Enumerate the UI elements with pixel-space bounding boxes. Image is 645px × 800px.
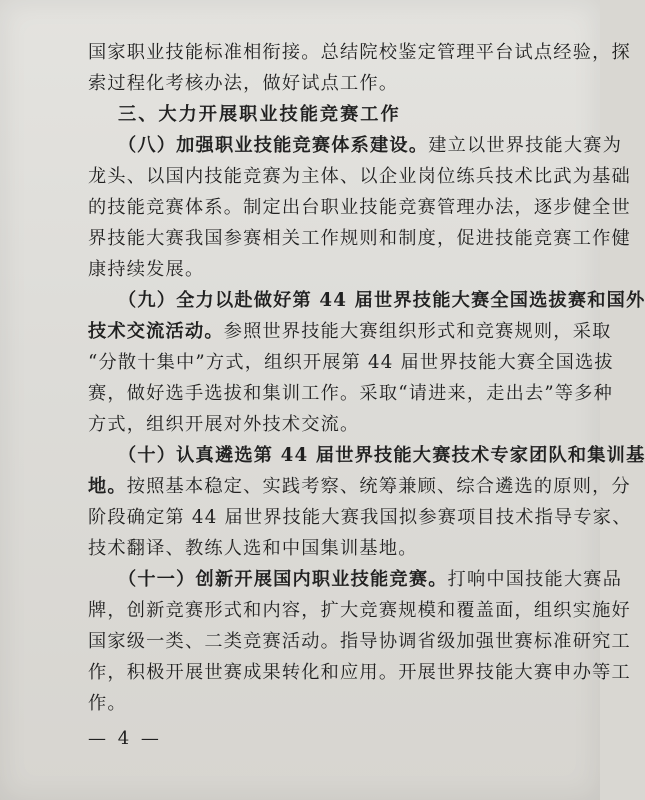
item-9-title-end: 技术交流活动。: [88, 321, 224, 342]
item-8-body-start: 建立以世界技能大赛为: [428, 135, 623, 156]
item-11-first-line: [118, 571, 622, 589]
section-heading-3: 三、大力开展职业技能竞赛工作: [118, 104, 401, 125]
item-11-line-3: 国家级一类、二类竞赛活动。指导协调省级加强世赛标准研究工: [88, 631, 631, 652]
item-11-body-start: 打响中国技能大赛品: [447, 569, 623, 590]
item-8-first-line: [118, 137, 622, 155]
item-8-line-3: 的技能竞赛体系。制定出台职业技能竞赛管理办法，逐步健全世: [88, 197, 631, 218]
item-10-line-3: 阶段确定第 44 届世界技能大赛我国拟参赛项目技术指导专家、: [88, 507, 632, 528]
item-9-title-line-1: （九）全力以赴做好第 44 届世界技能大赛全国选拔赛和国外: [118, 290, 645, 311]
item-9-line-5: 方式，组织开展对外技术交流。: [88, 414, 360, 435]
item-8-line-2: 龙头、以国内技能竞赛为主体、以企业岗位练兵技术比武为基础: [88, 166, 631, 187]
item-10-body-start: 按照基本稳定、实践考察、统筹兼顾、综合遴选的原则，分: [126, 476, 631, 497]
item-11-line-2: 牌，创新竞赛形式和内容，扩大竞赛规模和覆盖面，组织实施好: [88, 600, 631, 621]
page-number: — 4 —: [88, 728, 162, 749]
item-9-body-start: 参照世界技能大赛组织形式和竞赛规则，采取: [223, 321, 612, 342]
item-10-title-line-1: （十）认真遴选第 44 届世界技能大赛技术专家团队和集训基: [118, 445, 645, 466]
item-10-line-2: [88, 478, 631, 496]
item-11-title: （十一）创新开展国内职业技能竞赛。: [118, 569, 448, 590]
paragraph-line-1: 国家职业技能标准相衔接。总结院校鉴定管理平台试点经验，探: [88, 42, 631, 63]
paragraph-line-2: 索过程化考核办法，做好试点工作。: [88, 73, 399, 94]
item-10-line-4: 技术翻译、教练人选和中国集训基地。: [88, 538, 418, 559]
item-9-line-3: “分散十集中”方式，组织开展第 44 届世界技能大赛全国选拔: [88, 352, 614, 373]
item-8-line-4: 界技能大赛我国参赛相关工作规则和制度，促进技能竞赛工作健: [88, 228, 631, 249]
item-11-line-4: 作，积极开展世赛成果转化和应用。开展世界技能大赛申办等工: [88, 662, 631, 683]
item-9-line-4: 赛，做好选手选拔和集训工作。采取“请进来，走出去”等多种: [88, 383, 614, 404]
item-9-line-2: [88, 323, 611, 341]
item-8-title: （八）加强职业技能竞赛体系建设。: [118, 135, 429, 156]
item-11-line-5: 作。: [88, 693, 127, 714]
item-10-title-end: 地。: [88, 476, 127, 497]
item-8-line-5: 康持续发展。: [88, 259, 205, 280]
